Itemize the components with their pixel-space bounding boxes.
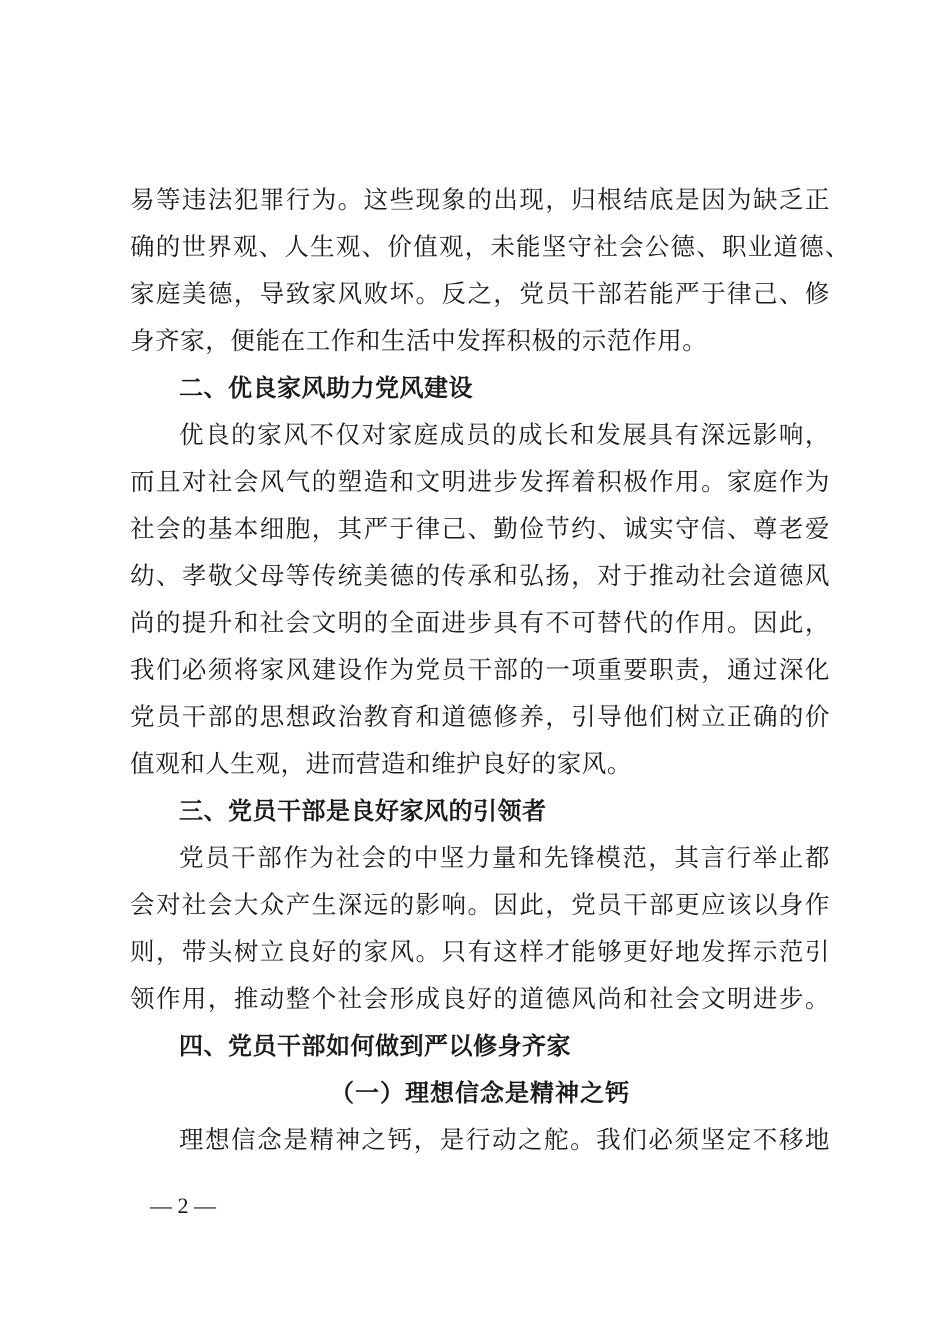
paragraph-3-line-1: 党员干部作为社会的中坚力量和先锋模范，其言行举止都 [179, 843, 830, 872]
paragraph-2-line-7: 党员干部的思想政治教育和道德修养，引导他们树立正确的价 [130, 702, 830, 731]
section-heading-3: 三、党员干部是良好家风的引领者 [179, 797, 547, 825]
paragraph-3-line-2: 会对社会大众产生深远的影响。因此，党员干部更应该以身作 [130, 890, 830, 919]
paragraph-2-line-8: 值观和人生观，进而营造和维护良好的家风。 [130, 749, 632, 778]
paragraph-1-line-4: 身齐家，便能在工作和生活中发挥积极的示范作用。 [130, 326, 708, 355]
paragraph-3-line-4: 领作用，推动整个社会形成良好的道德风尚和社会文明进步。 [130, 984, 830, 1013]
paragraph-4-line-1: 理想信念是精神之钙，是行动之舵。我们必须坚定不移地 [179, 1125, 830, 1154]
paragraph-1-line-3: 家庭美德，导致家风败坏。反之，党员干部若能严于律己、修 [130, 279, 830, 308]
subsection-heading-1: （一）理想信念是精神之钙 [330, 1078, 630, 1107]
paragraph-2-line-1: 优良的家风不仅对家庭成员的成长和发展具有深远影响， [179, 420, 830, 449]
paragraph-1-line-1: 易等违法犯罪行为。这些现象的出现，归根结底是因为缺乏正 [130, 185, 830, 214]
page-number: — 2 — [150, 1193, 216, 1218]
section-heading-4: 四、党员干部如何做到严以修身齐家 [179, 1032, 571, 1060]
section-heading-2: 二、优良家风助力党风建设 [179, 374, 473, 402]
paragraph-2-line-3: 社会的基本细胞，其严于律己、勤俭节约、诚实守信、尊老爱 [130, 514, 830, 543]
paragraph-2-line-4: 幼、孝敬父母等传统美德的传承和弘扬，对于推动社会道德风 [130, 561, 830, 590]
paragraph-2-line-5: 尚的提升和社会文明的全面进步具有不可替代的作用。因此， [130, 608, 830, 637]
paragraph-2-line-6: 我们必须将家风建设作为党员干部的一项重要职责，通过深化 [130, 655, 830, 684]
paragraph-3-line-3: 则，带头树立良好的家风。只有这样才能够更好地发挥示范引 [130, 937, 830, 966]
paragraph-1-line-2: 确的世界观、人生观、价值观，未能坚守社会公德、职业道德、 [130, 232, 850, 261]
paragraph-2-line-2: 而且对社会风气的塑造和文明进步发挥着积极作用。家庭作为 [130, 467, 830, 496]
